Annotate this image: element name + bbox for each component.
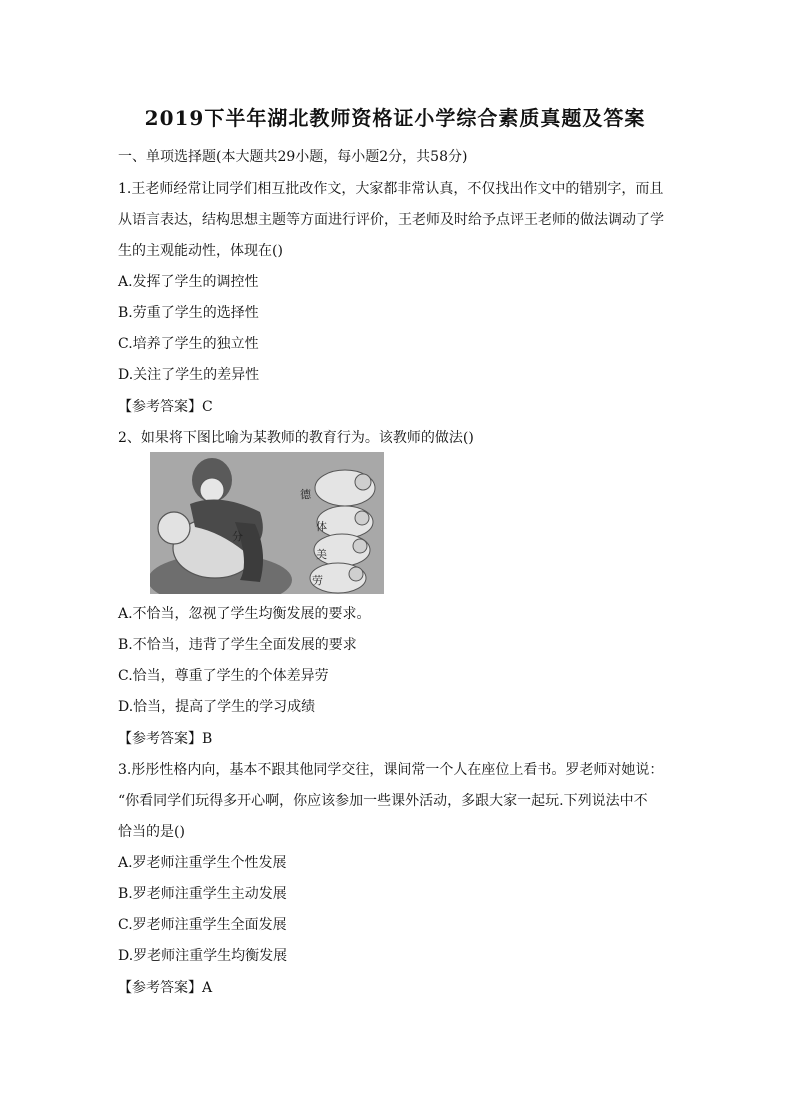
label-fen: 分 (232, 530, 243, 543)
q3-option-b: B.罗老师注重学生主动发展 (118, 886, 287, 902)
q3-text-line-2: “你看同学们玩得多开心啊，你应该参加一些课外活动，多跟大家一起玩.下列说法中不 (118, 793, 648, 809)
cartoon-figure (150, 452, 384, 594)
label-lao: 劳 (312, 574, 323, 587)
label-ti: 体 (316, 520, 327, 533)
q1-text-line-3: 生的主观能动性，体现在() (118, 243, 283, 259)
q2-option-b: B.不恰当，违背了学生全面发展的要求 (118, 637, 357, 653)
q1-option-a: A.发挥了学生的调控性 (118, 274, 259, 290)
q3-answer: 【参考答案】A (118, 980, 213, 996)
q1-answer: 【参考答案】C (118, 399, 213, 415)
q1-text-line-1: 1.王老师经常让同学们相互批改作文，大家都非常认真，不仅找出作文中的错别字，而且 (118, 181, 664, 197)
label-de: 德 (300, 488, 311, 501)
q1-text-line-2: 从语言表达，结构思想主题等方面进行评价，王老师及时给予点评王老师的做法调动了学 (118, 212, 664, 228)
q1-option-d: D.关注了学生的差异性 (118, 367, 260, 383)
q3-option-c: C.罗老师注重学生全面发展 (118, 917, 287, 933)
q2-option-a: A.不恰当，忽视了学生均衡发展的要求。 (118, 606, 371, 622)
section-heading: 一、单项选择题(本大题共29小题，每小题2分，共58分) (118, 149, 468, 165)
q3-text-line-1: 3.彤彤性格内向，基本不跟其他同学交往，课间常一个人在座位上看书。罗老师对她说： (118, 762, 664, 778)
q2-answer: 【参考答案】B (118, 731, 213, 747)
q3-option-d: D.罗老师注重学生均衡发展 (118, 948, 288, 964)
q2-option-d: D.恰当，提高了学生的学习成绩 (118, 699, 316, 715)
q3-option-a: A.罗老师注重学生个性发展 (118, 855, 287, 871)
label-mei: 美 (316, 548, 327, 561)
cartoon-illustration (150, 452, 384, 594)
q1-option-b: B.劳重了学生的选择性 (118, 305, 259, 321)
q2-text-line-1: 2、如果将下图比喻为某教师的教育行为。该教师的做法() (118, 430, 474, 446)
q1-option-c: C.培养了学生的独立性 (118, 336, 259, 352)
q2-option-c: C.恰当，尊重了学生的个体差异劳 (118, 668, 329, 684)
q3-text-line-3: 恰当的是() (118, 824, 185, 840)
page-title: 2019下半年湖北教师资格证小学综合素质真题及答案 (144, 106, 646, 130)
